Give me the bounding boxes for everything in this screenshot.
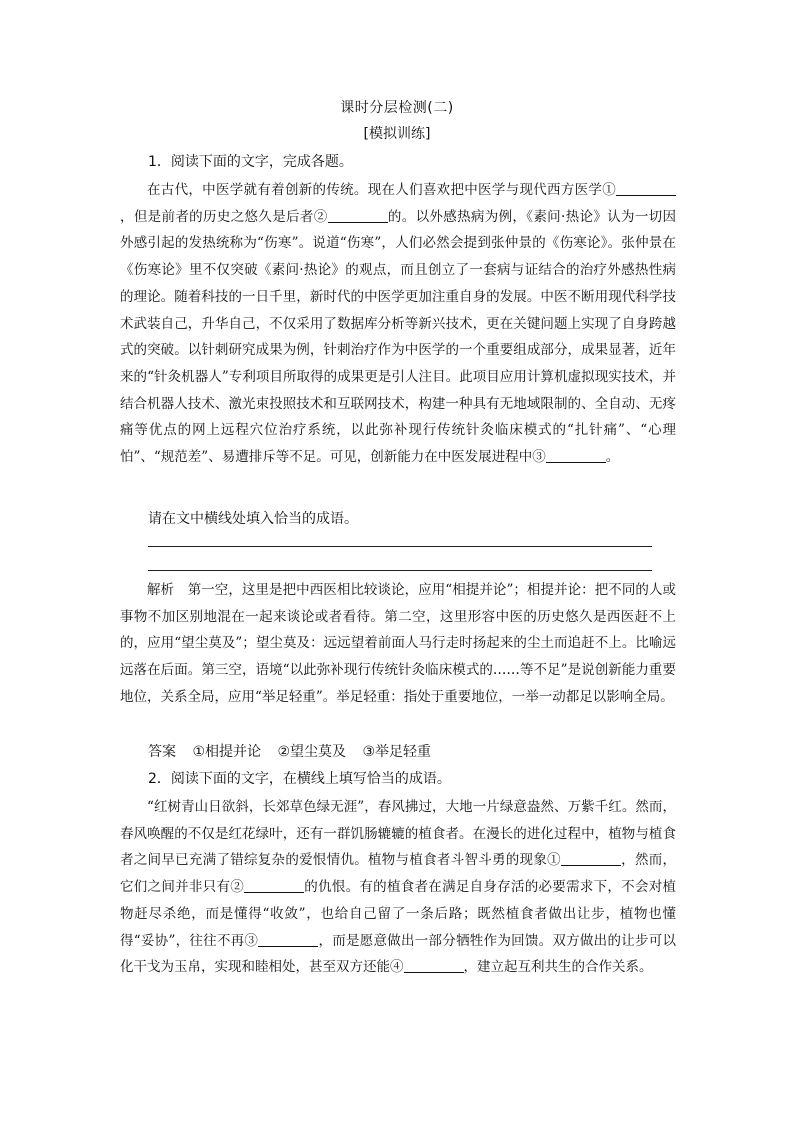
blank-number: ③: [532, 449, 546, 466]
question-1-answer: [148, 741, 441, 761]
question-1-heading: 1．阅读下面的文字，完成各题。: [148, 154, 353, 170]
answer-item: ①相提并论: [192, 744, 262, 760]
question-1-passage: [120, 177, 676, 471]
passage-text: 在古代，中医学就有着创新的传统。现在人们喜欢把中医学与现代西方医学: [147, 182, 603, 198]
fill-blank-2[interactable]: [328, 208, 388, 223]
passage-text: 的。以外感热病为例，《素问·热论》认为一切因外感引起的发热统称为“伤寒”。说道“伤寒”，人们必然会提到张仲景的《伤寒论》。张仲景在《伤寒论》里不仅突破《素问·热论》的观点，而且创立了一套病与证结合的治疗外感热性病的理论。随着科技的一日千里，新时代的中医学更加注重自身的发展。中医不断用现代科学技术武装自己，升华自己，不仅采用了数据库分析等新兴技术，更在关键问题上实现了自身跨越式的突破。以针刺研究成果为例，针刺治疗作为中医学的一个重要组成部分，成果显著，近年来的“针灸机器人”专利项目所取得的成果更是引人注目。此项目应用计算机虚拟现实技术，并结合机器人技术、激光束投照技术和互联网技术，构建一种具有无地域限制的、全自动、无疼痛等优点的网上远程穴位治疗系统，以此弥补现行传统针灸临床模式的“扎针痛”、“心理怕”、“规范差”、易遭排斥等不足。可见，创新能力在中医发展进程中: [120, 208, 677, 466]
fill-blank-1[interactable]: [616, 181, 676, 196]
passage-text: 的仇恨。有的植食者在满足自身存活的必要需求下，不会对植物赶尽杀绝，而是懂得“收敛”，也给自己留了一条后路；既然植食者做出让步，植物也懂得“妥协”，往往不再: [120, 879, 677, 949]
answer-line-2[interactable]: [148, 570, 652, 571]
blank-number: ②: [230, 879, 245, 896]
passage-text: ，而是愿意做出一部分牺牲作为回馈。双方做出的让步可以化干戈为玉帛，实现和睦相处，甚至双方还能: [120, 932, 676, 976]
blank-number: ①: [602, 182, 617, 198]
fill-blank-4[interactable]: [404, 958, 464, 973]
question-1-analysis: [120, 577, 676, 711]
question-2-passage: [120, 794, 676, 981]
answer-line-1[interactable]: [148, 546, 652, 547]
fill-blank-3[interactable]: [546, 448, 606, 463]
question-2-heading: 2．阅读下面的文字，在横线上填写恰当的成语。: [148, 771, 451, 787]
answer-label: 答案: [148, 744, 176, 760]
passage-text: ，但是前者的历史之悠久是后者: [120, 208, 314, 225]
analysis-text: 第一空，这里是把中西医相比较谈论，应用“相提并论”；相提并论：把不同的人或事物不加区别地混在一起来谈论或者看待。第二空，这里形容中医的历史悠久是西医赶不上的，应用“望尘莫及”；望尘莫及：远远望着前面人马行走时扬起来的尘土而追赶不上。比喻远远落在后面。第三空，语境“以此弥补现行传统针灸临床模式的……等不足”是说创新能力重要地位，关系全局，应用“举足轻重”。举足轻重：指处于重要地位，一举一动都足以影响全局。: [120, 582, 677, 705]
blank-number: ③: [244, 932, 259, 949]
answer-item: ③举足轻重: [362, 744, 432, 760]
blank-number: ①: [547, 852, 561, 869]
page-subtitle: [模拟训练]: [363, 126, 431, 142]
passage-text: “红树青山日欲斜，长郊草色绿无涯”，春风拂过，大地一片绿意盎然、万紫千红。然而，春风唤醒的不仅是红花绿叶，还有一群饥肠辘辘的植食者。在漫长的进化过程中，植物与植食者之间早已充满了错综复杂的爱恨情仇。植物与植食者斗智斗勇的现象: [120, 799, 676, 869]
fill-blank-1[interactable]: [561, 851, 621, 866]
question-1-prompt: 请在文中横线处填入恰当的成语。: [148, 511, 358, 527]
passage-text: ，建立起互利共生的合作关系。: [463, 959, 653, 976]
passage-text: 。: [605, 449, 620, 466]
page-title: 课时分层检测(二): [340, 100, 454, 116]
fill-blank-2[interactable]: [244, 878, 304, 893]
answer-item: ②望尘莫及: [277, 744, 347, 760]
fill-blank-3[interactable]: [258, 932, 318, 947]
analysis-label: 解析: [147, 582, 175, 598]
blank-number: ②: [313, 208, 328, 225]
passage-text: ，然而，它们之间并非只有: [120, 852, 677, 896]
blank-number: ④: [390, 959, 404, 976]
